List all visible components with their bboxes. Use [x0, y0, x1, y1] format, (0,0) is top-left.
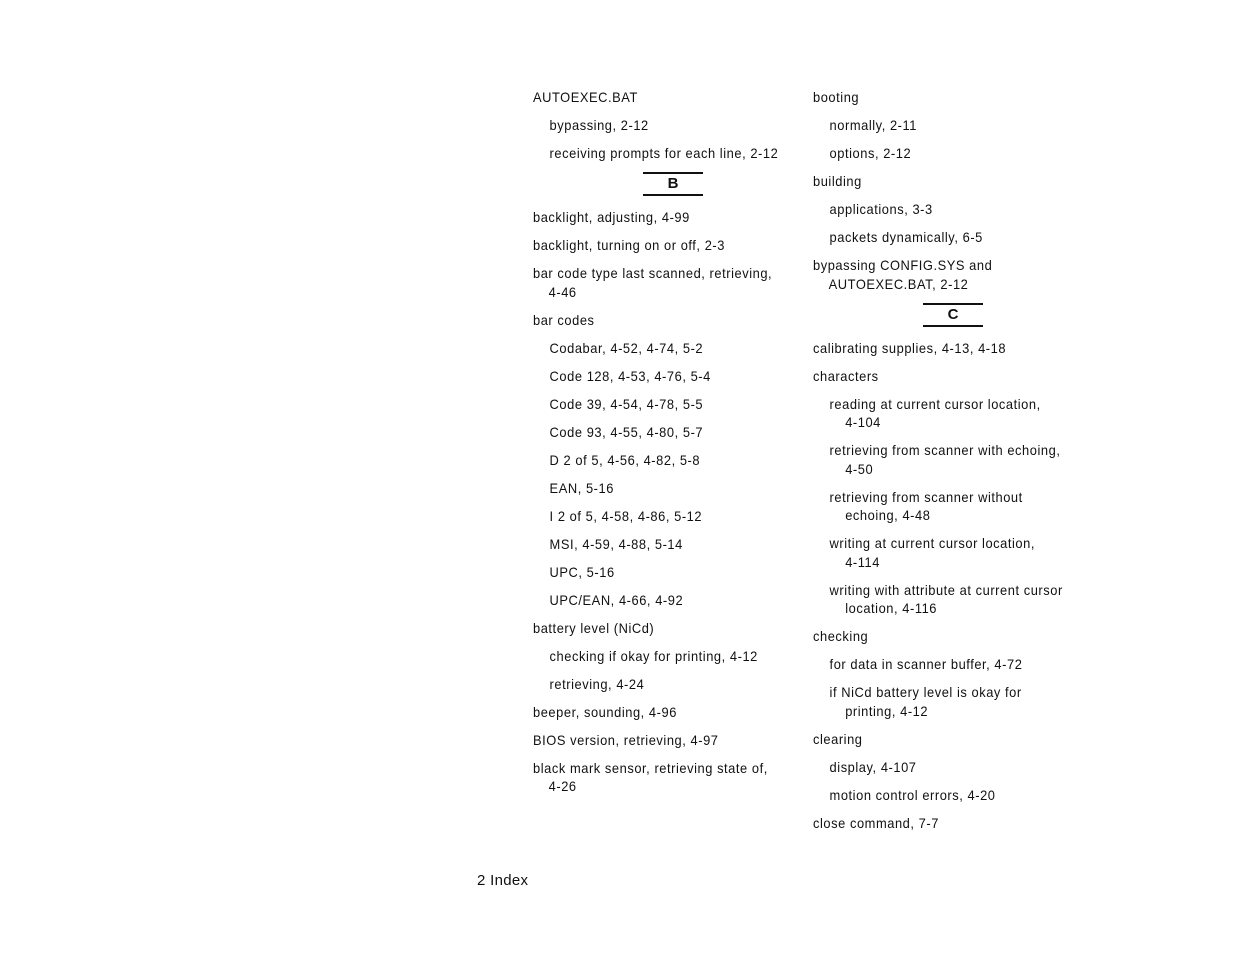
index-subentry — [813, 488, 1075, 525]
index-entry-line: checking if okay for printing, 4-12 — [549, 647, 758, 664]
index-entry-line: UPC/EAN, 4-66, 4-92 — [549, 591, 684, 608]
index-entry-line: characters — [813, 367, 879, 384]
index-entry — [813, 814, 1075, 833]
index-entry-line: bar codes — [533, 311, 595, 328]
index-letter-heading: B — [643, 172, 703, 196]
index-entry-line: booting — [813, 89, 860, 105]
index-entry — [813, 88, 1075, 107]
index-entry-line: clearing — [813, 730, 863, 747]
index-entry-line: MSI, 4-59, 4-88, 5-14 — [549, 535, 683, 552]
index-subentry — [813, 441, 1075, 478]
index-entry-line: echoing, 4-48 — [845, 507, 931, 523]
index-entry — [533, 703, 795, 722]
index-entry — [533, 236, 795, 255]
index-subentry — [533, 563, 795, 582]
index-entry-line: normally, 2-11 — [829, 117, 917, 133]
index-entry-line: writing at current cursor location, — [829, 535, 1036, 551]
index-entry-line: 4-46 — [548, 283, 577, 300]
index-entry-line: backlight, adjusting, 4-99 — [533, 209, 690, 225]
index-entry-line: retrieving from scanner without — [829, 488, 1023, 505]
index-entry-line: close command, 7-7 — [813, 814, 939, 831]
index-subentry — [533, 535, 795, 554]
index-entry-line: battery level (NiCd) — [533, 619, 655, 636]
index-entry-line: black mark sensor, retrieving state of, — [533, 759, 768, 776]
index-subentry — [533, 647, 795, 666]
index-entry-line: packets dynamically, 6-5 — [829, 229, 983, 245]
index-entry — [533, 311, 795, 330]
index-entry-line: D 2 of 5, 4-56, 4-82, 5-8 — [549, 451, 701, 468]
index-entry-line: reading at current cursor location, — [829, 395, 1041, 412]
index-subentry — [813, 228, 1075, 247]
index-entry-line: backlight, turning on or off, 2-3 — [533, 237, 725, 253]
index-entry-line: AUTOEXEC.BAT, 2-12 — [828, 275, 969, 292]
index-subentry — [813, 581, 1075, 618]
index-subentry — [813, 534, 1075, 571]
index-subentry — [813, 116, 1075, 135]
index-entry-line: options, 2-12 — [829, 145, 912, 161]
index-entry-line: receiving prompts for each line, 2-12 — [549, 145, 779, 161]
index-entry-line: writing with attribute at current cursor — [829, 581, 1063, 598]
index-entry-line: Code 93, 4-55, 4-80, 5-7 — [549, 423, 704, 440]
index-subentry — [533, 479, 795, 498]
index-subentry — [533, 339, 795, 358]
index-entry-line: bar code type last scanned, retrieving, — [533, 265, 773, 281]
index-entry — [813, 367, 1075, 386]
index-entry-line: 4-104 — [845, 414, 881, 430]
index-entry-line: calibrating supplies, 4-13, 4-18 — [813, 339, 1007, 356]
index-entry-line: beeper, sounding, 4-96 — [533, 703, 677, 720]
index-entry — [533, 731, 795, 750]
index-entry — [813, 730, 1075, 749]
index-entry — [533, 619, 795, 638]
page-footer: 2 Index — [477, 872, 529, 889]
index-entry-line: retrieving, 4-24 — [549, 675, 645, 692]
index-entry — [533, 88, 795, 107]
index-subentry — [533, 591, 795, 610]
index-subentry — [813, 786, 1075, 805]
index-entry-line: BIOS version, retrieving, 4-97 — [533, 731, 719, 748]
index-entry-line: checking — [813, 628, 869, 644]
index-entry-line: printing, 4-12 — [845, 702, 929, 719]
index-entry-line: retrieving from scanner with echoing, — [829, 442, 1061, 458]
index-subentry — [533, 367, 795, 386]
index-entry — [813, 339, 1075, 358]
index-entry-line: 4-114 — [845, 553, 880, 570]
index-entry-line: Code 39, 4-54, 4-78, 5-5 — [549, 395, 704, 412]
index-subentry — [533, 395, 795, 414]
index-entry-line: AUTOEXEC.BAT — [533, 89, 638, 105]
index-column-left — [533, 88, 818, 805]
index-subentry — [813, 758, 1075, 777]
index-subentry — [813, 683, 1075, 720]
index-subentry — [813, 200, 1075, 219]
index-entry-line: bypassing CONFIG.SYS and — [813, 257, 993, 273]
index-subentry — [533, 507, 795, 526]
index-subentry — [813, 655, 1075, 674]
index-subentry — [533, 116, 795, 135]
index-entry-line: Codabar, 4-52, 4-74, 5-2 — [549, 339, 704, 356]
index-subentry — [813, 144, 1075, 163]
index-subentry — [533, 451, 795, 470]
index-entry — [813, 627, 1075, 646]
index-entry-line: 4-50 — [845, 460, 874, 477]
index-entry-line: location, 4-116 — [845, 600, 938, 616]
index-entry — [533, 264, 795, 301]
index-entry — [533, 759, 795, 796]
index-entry-line: EAN, 5-16 — [549, 479, 614, 496]
index-subentry — [813, 395, 1075, 432]
index-entry — [813, 172, 1075, 191]
index-entry-line: 4-26 — [548, 778, 577, 794]
index-entry — [813, 256, 1075, 293]
index-column-right — [813, 88, 1098, 842]
index-entry-line: Code 128, 4-53, 4-76, 5-4 — [549, 367, 711, 384]
index-entry-line: I 2 of 5, 4-58, 4-86, 5-12 — [549, 507, 703, 524]
index-entry-line: building — [813, 173, 862, 189]
index-entry-line: applications, 3-3 — [829, 201, 933, 217]
index-entry-line: display, 4-107 — [829, 758, 917, 775]
index-entry-line: motion control errors, 4-20 — [829, 786, 996, 803]
index-entry-line: UPC, 5-16 — [549, 563, 615, 580]
index-entry-line: bypassing, 2-12 — [549, 117, 649, 133]
index-subentry — [533, 423, 795, 442]
index-entry-line: for data in scanner buffer, 4-72 — [829, 656, 1023, 672]
index-subentry — [533, 675, 795, 694]
index-entry-line: if NiCd battery level is okay for — [829, 684, 1022, 700]
index-subentry — [533, 144, 795, 163]
index-letter-heading: C — [923, 303, 983, 327]
index-entry — [533, 208, 795, 227]
